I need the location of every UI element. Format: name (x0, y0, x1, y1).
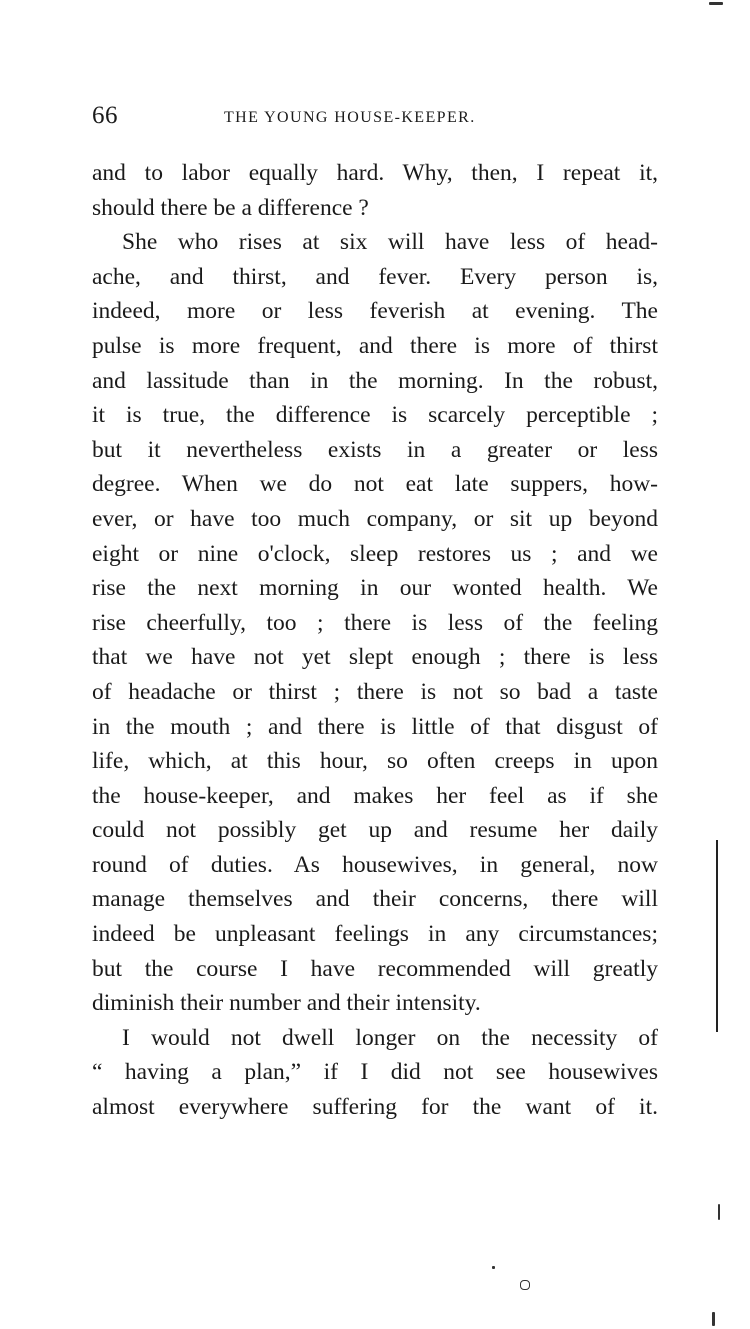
text-line: but the course I have recommended will greatly (92, 955, 658, 982)
text-line: ever, or have too much company, or sit up beyond (92, 505, 658, 532)
text-line: diminish their number and their intensity. (92, 990, 481, 1017)
text-line: rise the next morning in our wonted health. We (92, 575, 658, 602)
scan-mark (492, 1266, 495, 1269)
text-line: it is true, the difference is scarcely perceptible ; (92, 402, 658, 429)
text-line: and to labor equally hard. Why, then, I repeat it, (92, 160, 658, 186)
text-line: but it nevertheless exists in a greater or less (92, 436, 658, 463)
page-number: 66 (92, 102, 118, 129)
scan-mark (520, 1280, 530, 1290)
text-line: indeed, more or less feverish at evening. The (92, 298, 658, 325)
margin-rule (716, 840, 718, 1032)
text-line: life, which, at this hour, so often creeps in upon (92, 748, 658, 775)
text-line: “ having a plan,” if I did not see housewives (92, 1059, 658, 1086)
scan-mark (718, 1204, 720, 1220)
page-header (92, 100, 662, 140)
text-line: almost everywhere suffering for the want of it. (92, 1094, 658, 1121)
body-text (92, 156, 658, 1125)
running-title: THE YOUNG HOUSE-KEEPER. (224, 109, 476, 126)
text-line: the house-keeper, and makes her feel as if she (92, 782, 658, 809)
scan-mark (712, 1312, 715, 1326)
text-line: manage themselves and their concerns, there will (92, 886, 658, 913)
text-line: pulse is more frequent, and there is more of thirst (92, 332, 658, 359)
text-line: rise cheerfully, too ; there is less of the feeling (92, 609, 658, 636)
scan-mark (709, 2, 723, 5)
text-line: could not possibly get up and resume her daily (92, 817, 658, 844)
text-line: eight or nine o'clock, sleep restores us ; and we (92, 540, 658, 567)
text-line: should there be a difference ? (92, 194, 369, 221)
text-line: ache, and thirst, and fever. Every person is, (92, 263, 658, 290)
text-line: indeed be unpleasant feelings in any circumstances; (92, 921, 658, 948)
text-line: degree. When we do not eat late suppers, how- (92, 471, 658, 498)
text-line: and lassitude than in the morning. In the robust, (92, 367, 658, 394)
text-line: She who rises at six will have less of head- (122, 229, 658, 256)
text-line: of headache or thirst ; there is not so bad a taste (92, 678, 658, 705)
text-line: I would not dwell longer on the necessity of (122, 1024, 658, 1051)
text-line: that we have not yet slept enough ; there is less (92, 644, 658, 671)
text-line: round of duties. As housewives, in general, now (92, 851, 658, 878)
text-line: in the mouth ; and there is little of that disgust of (92, 713, 658, 740)
